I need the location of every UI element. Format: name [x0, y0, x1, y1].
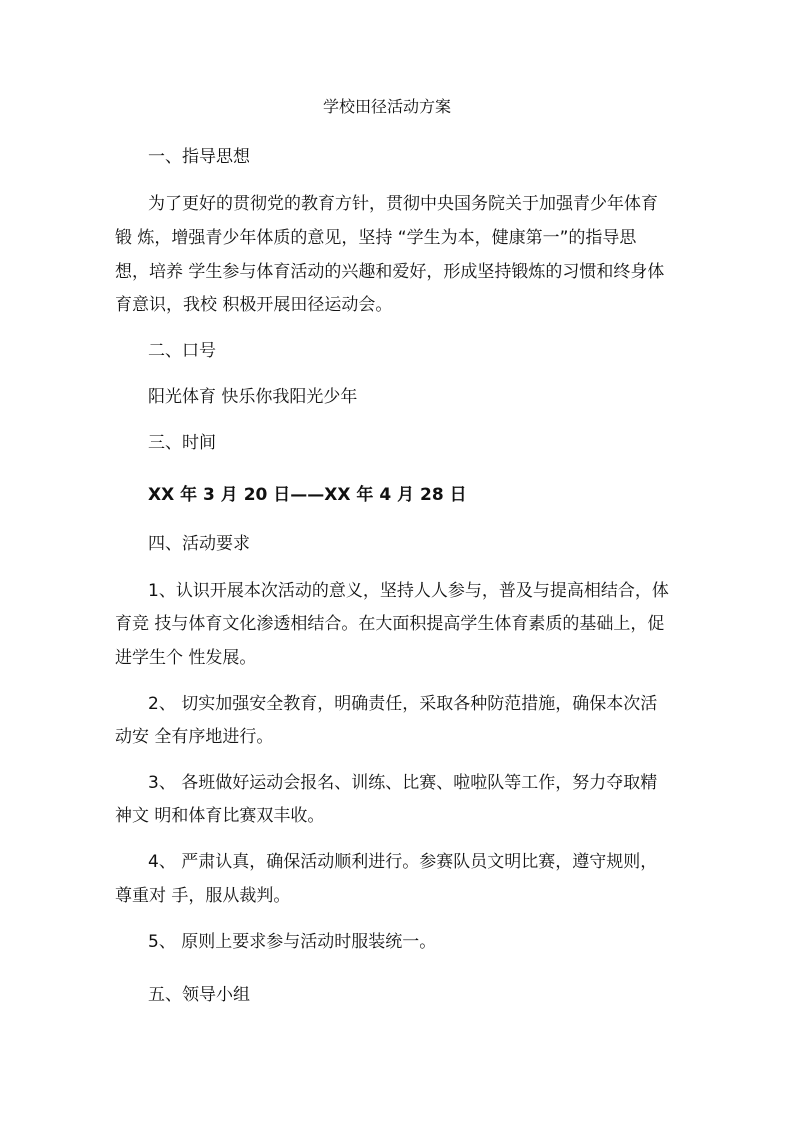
section-heading: 三、时间: [148, 433, 216, 453]
requirement-line: 育竞 技与体育文化渗透相结合。在大面积提高学生体育素质的基础上，促: [115, 614, 665, 634]
document-title: 学校田径活动方案: [323, 97, 452, 116]
requirement-line: 尊重对 手，服从裁判。: [115, 886, 291, 906]
paragraph-line: 锻 炼，增强青少年体质的意见，坚持 “学生为本，健康第一”的指导思: [115, 228, 637, 248]
requirement-line: 神文 明和体育比赛双丰收。: [115, 806, 325, 826]
requirement-line: 5、 原则上要求参与活动时服装统一。: [148, 932, 437, 952]
paragraph-line: 育意识，我校 积极开展田径运动会。: [115, 295, 393, 315]
section-heading: 五、领导小组: [148, 985, 250, 1005]
requirement-line: 进学生个 性发展。: [115, 648, 257, 668]
section-heading: 一、指导思想: [148, 147, 250, 167]
paragraph-line: 为了更好的贯彻党的教育方针，贯彻中央国务院关于加强青少年体育: [148, 194, 658, 214]
requirement-line: 2、 切实加强安全教育，明确责任，采取各种防范措施，确保本次活: [148, 694, 658, 714]
requirement-line: 4、 严肃认真，确保活动顺利进行。参赛队员文明比赛，遵守规则，: [148, 852, 658, 872]
requirement-line: 1、认识开展本次活动的意义，坚持人人参与，普及与提高相结合，体: [148, 581, 669, 601]
paragraph-line: 想，培养 学生参与体育活动的兴趣和爱好，形成坚持锻炼的习惯和终身体: [115, 262, 665, 282]
requirement-line: 动安 全有序地进行。: [115, 727, 274, 747]
slogan-text: 阳光体育 快乐你我阳光少年: [148, 387, 358, 407]
time-range-text: XX 年 3 月 20 日——XX 年 4 月 28 日: [148, 485, 467, 505]
requirement-line: 3、 各班做好运动会报名、训练、比赛、啦啦队等工作，努力夺取精: [148, 773, 658, 793]
section-heading: 二、口号: [148, 341, 216, 361]
section-heading: 四、活动要求: [148, 534, 250, 554]
